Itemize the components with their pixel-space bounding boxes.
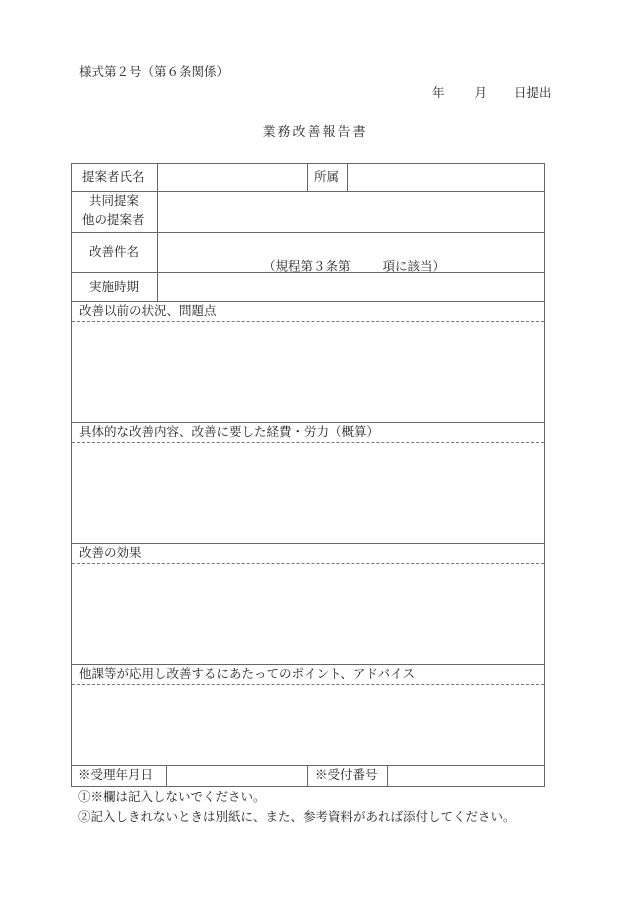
improvement-name-input[interactable] [159,234,546,254]
co-proposer-input[interactable] [159,193,546,232]
column-divider [387,765,388,786]
row-divider [71,232,545,233]
year-label: 年 [432,85,445,100]
section-label-before-situation: 改善以前の状況、問題点 [79,303,217,318]
regulation-clause-input[interactable] [351,258,383,273]
regulation-note-suffix: 項に該当） [382,258,446,274]
column-divider [166,765,167,786]
table-border-bottom [71,786,545,787]
section-label-improvement-effect: 改善の効果 [79,545,142,560]
receipt-date-label: ※受理年月日 [78,767,154,782]
dashed-divider [72,563,544,564]
month-label: 月 [474,85,488,100]
receipt-date-input[interactable] [168,767,309,786]
co-proposer-label-line1: 共同提案 [89,193,140,208]
co-proposer-label-line2: 他の提案者 [82,212,145,227]
column-divider [157,163,158,301]
implementation-period-input[interactable] [159,274,546,301]
implementation-period-label: 実施時期 [89,279,140,294]
row-divider [71,191,545,192]
dashed-divider [72,321,544,322]
regulation-note [263,258,445,273]
improvement-details-textarea[interactable] [73,444,546,545]
row-divider [71,301,545,302]
regulation-note-prefix: （規程第３条第 [263,258,351,274]
affiliation-label: 所属 [314,169,340,184]
submission-date [432,87,552,100]
form-id: 様式第２号（第６条関係） [79,64,230,79]
dashed-divider [72,442,544,443]
before-situation-textarea[interactable] [73,323,546,424]
document-title: 業務改善報告書 [262,125,368,140]
advice-textarea[interactable] [73,686,546,767]
receipt-number-input[interactable] [389,767,546,786]
section-label-improvement-details: 具体的な改善内容、改善に要した経費・労力（概算） [79,424,380,439]
table-border-left [71,163,72,786]
affiliation-input[interactable] [349,165,546,191]
dashed-divider [72,684,544,685]
note-2: ②記入しきれないときは別紙に、また、参考資料があれば添付してください。 [78,809,516,824]
proposer-name-input[interactable] [159,165,309,191]
table-border-top [71,163,545,164]
day-label: 日提出 [514,85,552,100]
proposer-name-label: 提案者氏名 [82,169,145,184]
receipt-number-label: ※受付番号 [315,767,378,782]
column-divider [347,163,348,191]
improvement-name-label: 改善件名 [89,244,140,259]
section-label-advice: 他課等が応用し改善するにあたってのポイント、アドバイス [79,666,416,681]
improvement-effect-textarea[interactable] [73,565,546,666]
note-1: ①※欄は記入しないでください。 [78,789,266,804]
